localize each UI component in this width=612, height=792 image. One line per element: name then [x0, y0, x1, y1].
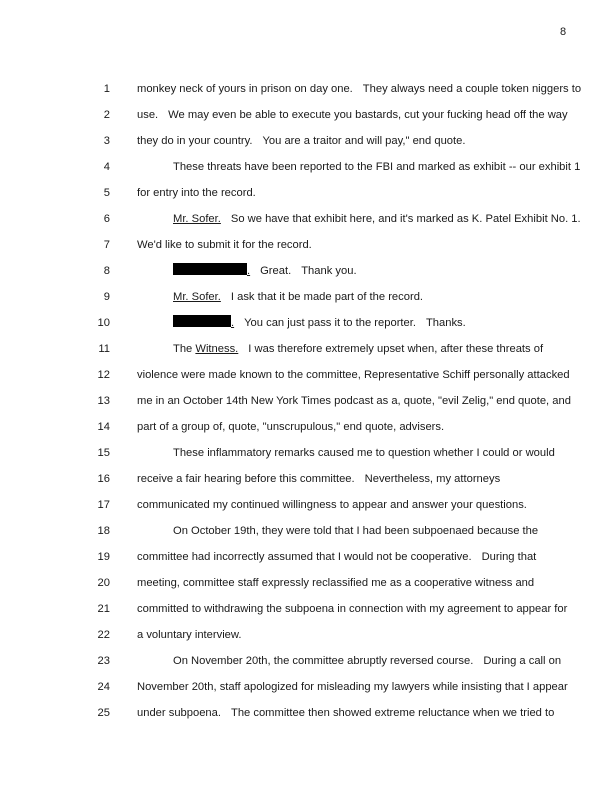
line-text: We'd like to submit it for the record. [137, 239, 312, 251]
transcript-line [0, 158, 612, 176]
line-number: 23 [97, 655, 110, 667]
line-text: part of a group of, quote, "unscrupulous," end quote, advisers. [137, 421, 445, 433]
line-text: On November 20th, the committee abruptly reversed course. During a call on [173, 655, 562, 667]
line-number: 3 [103, 135, 110, 147]
line-text: On October 19th, they were told that I had been subpoenaed because the [173, 525, 539, 537]
line-text: under subpoena. The committee then showed extreme reluctance when we tried to [137, 707, 555, 719]
line-number: 18 [97, 525, 110, 537]
line-number: 15 [97, 447, 110, 459]
transcript-line [0, 392, 612, 410]
line-text: committee had incorrectly assumed that I would not be cooperative. During that [137, 551, 537, 563]
line-text: November 20th, staff apologized for misleading my lawyers while insisting that I appear [137, 681, 568, 693]
line-text: These threats have been reported to the FBI and marked as exhibit -- our exhibit 1 [173, 161, 581, 173]
line-number: 21 [97, 603, 110, 615]
line-number: 9 [103, 291, 110, 303]
transcript-line [0, 470, 612, 488]
line-text: use. We may even be able to execute you bastards, cut your fucking head off the way [137, 109, 568, 121]
transcript-line [0, 444, 612, 462]
transcript-line [0, 184, 612, 202]
line-text: . You can just pass it to the reporter. Thanks. [173, 314, 466, 332]
speaker-label: Mr. Sofer. [173, 213, 221, 225]
transcript-line [0, 288, 612, 306]
line-number: 20 [97, 577, 110, 589]
line-number: 16 [97, 473, 110, 485]
line-text: meeting, committee staff expressly reclassified me as a cooperative witness and [137, 577, 535, 589]
redaction-bar [173, 263, 247, 275]
line-text: for entry into the record. [137, 187, 256, 199]
transcript-line [0, 80, 612, 98]
transcript-line [0, 548, 612, 566]
line-number: 24 [97, 681, 110, 693]
line-text: they do in your country. You are a traitor and will pay," end quote. [137, 135, 466, 147]
page-number: 8 [560, 26, 567, 38]
transcript-line [0, 340, 612, 358]
transcript-line [0, 366, 612, 384]
line-number: 25 [97, 707, 110, 719]
transcript-line [0, 132, 612, 150]
transcript-line [0, 418, 612, 436]
speaker-label: Mr. Sofer. [173, 291, 221, 303]
line-number: 1 [103, 83, 110, 95]
transcript-line [0, 236, 612, 254]
transcript-line [0, 262, 612, 280]
line-number: 5 [103, 187, 110, 199]
line-number: 13 [97, 395, 110, 407]
line-number: 14 [97, 421, 110, 433]
transcript-line [0, 314, 612, 332]
line-text: committed to withdrawing the subpoena in connection with my agreement to appear for [137, 603, 568, 615]
transcript-line [0, 678, 612, 696]
transcript-line [0, 626, 612, 644]
line-text: communicated my continued willingness to appear and answer your questions. [137, 499, 527, 511]
line-text: The Witness. I was therefore extremely upset when, after these threats of [173, 343, 544, 355]
transcript-line [0, 600, 612, 618]
line-number: 11 [98, 343, 110, 355]
line-text: monkey neck of yours in prison on day one. They always need a couple token niggers to [137, 83, 582, 95]
transcript-line [0, 522, 612, 540]
line-text: receive a fair hearing before this committee. Nevertheless, my attorneys [137, 473, 501, 485]
line-number: 22 [97, 629, 110, 641]
line-number: 19 [97, 551, 110, 563]
transcript-line [0, 106, 612, 124]
line-text: a voluntary interview. [137, 629, 242, 641]
line-number: 2 [103, 109, 110, 121]
line-text: Mr. Sofer. I ask that it be made part of the record. [173, 291, 424, 303]
speaker-label: Witness. [195, 343, 239, 355]
line-number: 6 [103, 213, 110, 225]
line-number: 8 [103, 265, 110, 277]
line-text: . Great. Thank you. [173, 262, 357, 280]
line-text: violence were made known to the committee, Representative Schiff personally attacked [137, 369, 570, 381]
line-number: 12 [97, 369, 110, 381]
transcript-line [0, 652, 612, 670]
line-number: 7 [103, 239, 110, 251]
transcript-line [0, 496, 612, 514]
line-number: 17 [97, 499, 110, 511]
redaction-bar [173, 315, 231, 327]
line-number: 10 [97, 317, 110, 329]
transcript-line [0, 704, 612, 722]
line-number: 4 [103, 161, 110, 173]
line-text: me in an October 14th New York Times podcast as a, quote, "evil Zelig," end quote, and [137, 395, 571, 407]
transcript-line [0, 210, 612, 228]
line-text: These inflammatory remarks caused me to question whether I could or would [173, 447, 555, 459]
transcript-line [0, 574, 612, 592]
line-text: Mr. Sofer. So we have that exhibit here, and it's marked as K. Patel Exhibit No. 1. [173, 213, 581, 225]
